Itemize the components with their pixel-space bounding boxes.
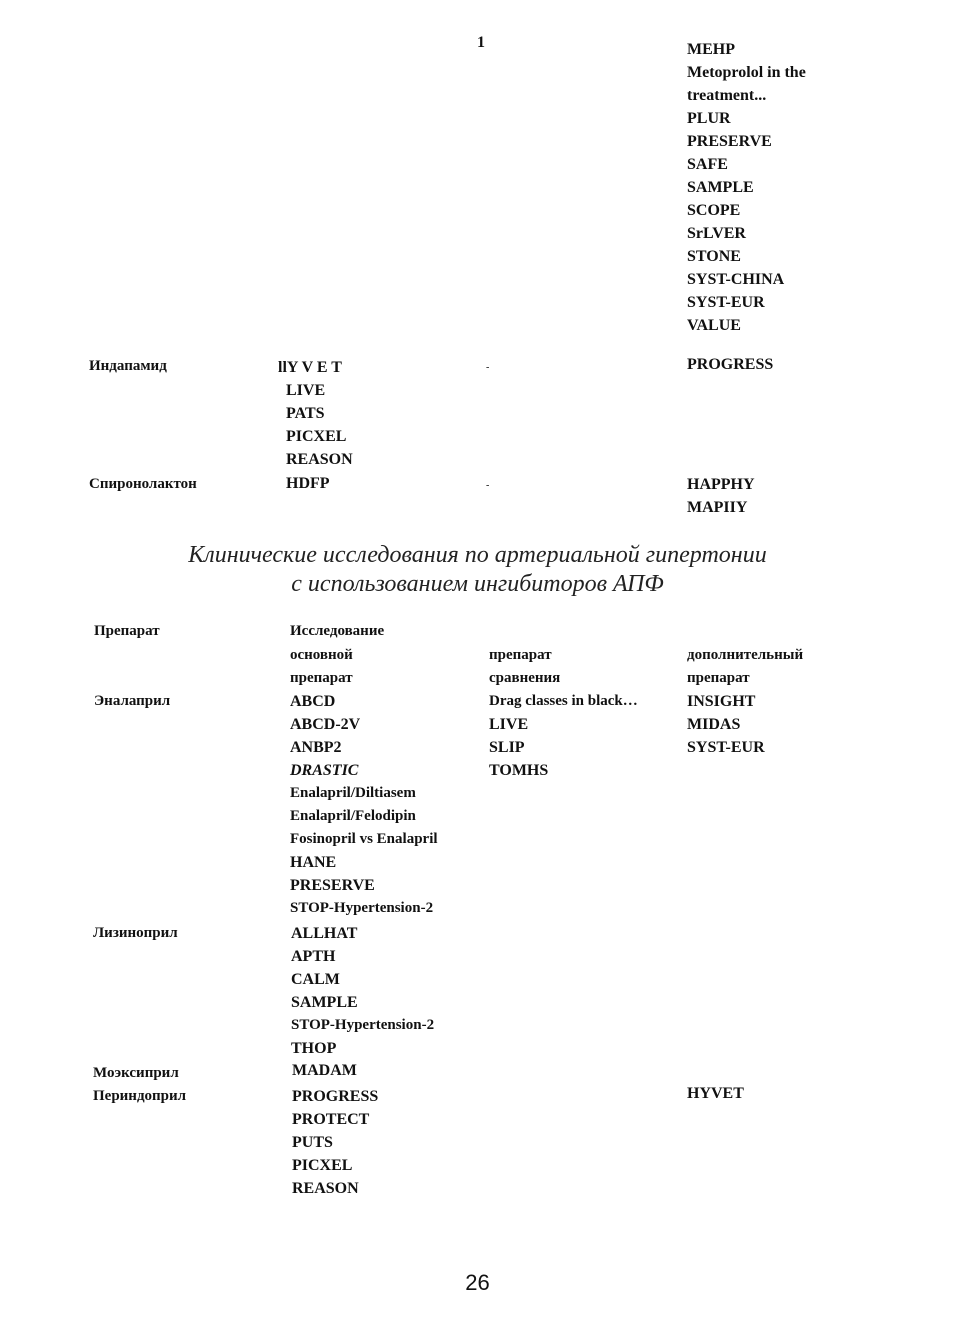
list-item: PATS [286,405,325,422]
list-item: SLIP [489,739,525,756]
list-item: THOP [291,1040,337,1057]
list-item: REASON [292,1180,359,1197]
list-item: SAMPLE [291,994,358,1011]
list-item: PROGRESS [292,1088,379,1105]
list-item: STONE [687,248,741,265]
list-item: PICXEL [292,1157,353,1174]
drug-name: Периндоприл [93,1088,187,1104]
drug-name: Моэксиприл [93,1065,179,1081]
additional-drug: PROGRESS [687,356,774,373]
additional-drug-list [687,690,765,759]
list-item: HANE [290,854,337,871]
list-item: PUTS [292,1134,333,1151]
list-item: SCOPE [687,202,741,219]
main-drug-list [292,1085,378,1200]
list-item: MEHP [687,41,735,58]
drug-name: Индапамид [89,358,167,374]
list-item: Drag classes in black… [489,693,638,709]
list-item: ANBP2 [290,739,342,756]
additional-drug-list [687,38,806,337]
list-item: SAFE [687,156,728,173]
header-additional-2: препарат [687,670,750,686]
header-main-1: основной [290,647,353,663]
section-title-line-2: с использованием ингибиторов АПФ [291,571,664,597]
drug-name: Спиронолактон [89,476,197,492]
list-item: SYST-CHINA [687,271,785,288]
additional-drug-list [687,473,755,519]
list-item: REASON [286,451,353,468]
list-item: Metoprolol in the [687,64,806,81]
list-item: Enalapril/Diltiasem [290,785,416,801]
list-item: DRASTIC [290,762,359,779]
column-marker: 1 [477,34,485,51]
main-drug-list [291,922,434,1060]
comparison-value: - [486,480,490,491]
list-item: STOP-Hypertension-2 [290,900,434,916]
main-drug: MADAM [292,1062,357,1079]
header-study: Исследование [290,623,385,639]
list-item: PICXEL [286,428,347,445]
header-comparison-2: сравнения [489,670,561,686]
header-main-2: препарат [290,670,353,686]
list-item: Enalapril/Felodipin [290,808,416,824]
header-additional-1: дополнительный [687,647,804,663]
header-comparison-1: препарат [489,647,552,663]
list-item: SYST-EUR [687,739,765,756]
drug-name: Лизиноприл [93,925,178,941]
list-item: INSIGHT [687,693,756,710]
header-drug: Препарат [94,623,160,639]
list-item: SAMPLE [687,179,754,196]
list-item: HAPPHY [687,476,755,493]
list-item: ALLHAT [291,925,358,942]
list-item: treatment... [687,87,767,104]
additional-drug: HYVET [687,1085,744,1102]
list-item: VALUE [687,317,741,334]
list-item: llY V E T [278,359,342,376]
list-item: SrLVER [687,225,746,242]
list-item: PRESERVE [290,877,375,894]
comparison-value: - [486,362,490,373]
main-drug: HDFP [286,475,330,492]
list-item: STOP-Hypertension-2 [291,1017,435,1033]
list-item: PROTECT [292,1111,370,1128]
list-item: SYST-EUR [687,294,765,311]
section-title-line-1: Клинические исследования по артериальной гипертонии [188,542,767,568]
main-drug-list [290,690,438,920]
main-drug-list [278,356,353,471]
list-item: PLUR [687,110,731,127]
list-item: CALM [291,971,340,988]
list-item: ABCD-2V [290,716,361,733]
list-item: PRESERVE [687,133,772,150]
comparison-drug-list [489,690,638,782]
list-item: Fosinopril vs Enalapril [290,831,438,847]
list-item: MIDAS [687,716,741,733]
list-item: ABCD [290,693,336,710]
list-item: LIVE [489,716,529,733]
list-item: MAPIIY [687,499,748,516]
list-item: LIVE [286,382,326,399]
drug-name: Эналаприл [94,693,171,709]
list-item: APTH [291,948,336,965]
page-number: 26 [465,1270,490,1295]
list-item: TOMHS [489,762,549,779]
